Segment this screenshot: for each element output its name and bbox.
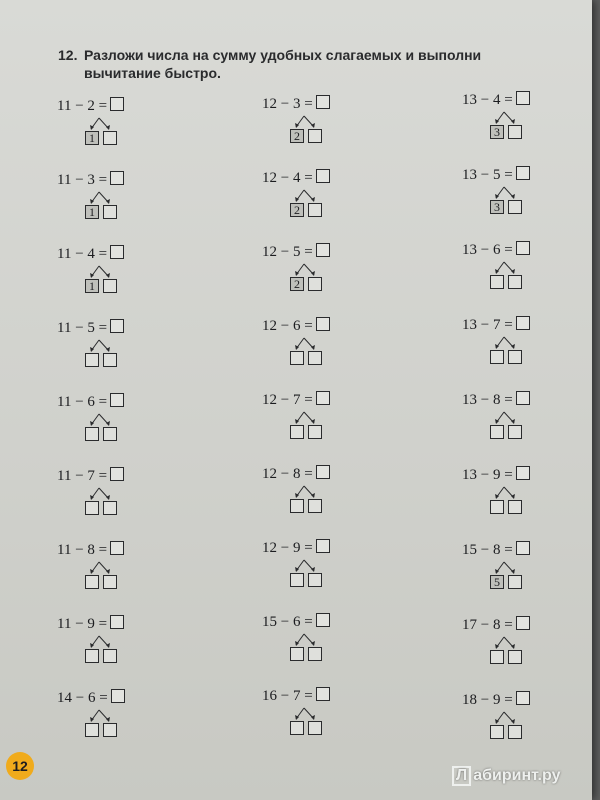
addend-box-left[interactable]: 3 — [490, 200, 504, 214]
exercise-item — [462, 91, 582, 151]
expression-text: 11 − 4 = — [57, 246, 108, 262]
decomposition-diagram — [81, 635, 133, 675]
addend-box-right[interactable] — [308, 721, 322, 735]
answer-box[interactable] — [111, 689, 125, 703]
decomposition-diagram — [286, 115, 338, 155]
expression-text: 17 − 8 = — [462, 617, 513, 633]
decomposition-diagram — [81, 339, 133, 379]
expression-text: 18 − 9 = — [462, 692, 513, 708]
exercise-item — [262, 613, 382, 673]
expression-text: 12 − 5 = — [262, 244, 313, 260]
addend-box-left[interactable]: 1 — [85, 131, 99, 145]
exercise-item — [57, 97, 177, 157]
expression-text: 12 − 4 = — [262, 170, 313, 186]
addend-box-right[interactable] — [308, 425, 322, 439]
expression — [462, 466, 530, 484]
exercise-item — [462, 691, 582, 751]
addend-box-left[interactable] — [490, 650, 504, 664]
decomposition-diagram — [486, 186, 538, 226]
addend-box-left[interactable] — [85, 723, 99, 737]
exercise-item — [462, 541, 582, 601]
expression — [57, 319, 124, 337]
task-instruction-line2: вычитание быстро. — [84, 65, 221, 81]
answer-box[interactable] — [316, 317, 330, 331]
exercise-item — [462, 166, 582, 226]
answer-box[interactable] — [516, 241, 530, 255]
addend-box-right[interactable] — [508, 350, 522, 364]
expression — [262, 613, 330, 631]
exercise-item — [57, 245, 177, 305]
addend-box-right[interactable] — [103, 575, 117, 589]
answer-box[interactable] — [110, 245, 124, 259]
exercise-item — [262, 169, 382, 229]
expression-text: 12 − 3 = — [262, 96, 313, 112]
exercise-item — [57, 171, 177, 231]
expression-text: 12 − 6 = — [262, 318, 313, 334]
addend-box-left[interactable] — [85, 649, 99, 663]
expression-text: 11 − 6 = — [57, 394, 108, 410]
addend-box-left[interactable]: 2 — [290, 203, 304, 217]
exercise-item — [57, 467, 177, 527]
addend-box-left[interactable]: 5 — [490, 575, 504, 589]
decomposition-diagram — [81, 487, 133, 527]
exercise-item — [262, 391, 382, 451]
expression — [262, 465, 330, 483]
addend-box-right[interactable] — [508, 725, 522, 739]
decomposition-diagram — [486, 111, 538, 151]
addend-box-right[interactable] — [103, 501, 117, 515]
decomposition-diagram — [81, 265, 133, 305]
addend-box-left[interactable] — [85, 427, 99, 441]
addend-box-right[interactable] — [308, 499, 322, 513]
addend-box-right[interactable] — [103, 205, 117, 219]
expression-text: 11 − 9 = — [57, 616, 108, 632]
addend-box-left[interactable] — [290, 721, 304, 735]
exercise-item — [462, 241, 582, 301]
expression — [57, 171, 124, 189]
addend-box-right[interactable] — [508, 425, 522, 439]
addend-box-left[interactable] — [290, 647, 304, 661]
decomposition-diagram — [286, 707, 338, 747]
decomposition-diagram — [81, 117, 133, 157]
addend-box-left[interactable] — [490, 725, 504, 739]
addend-box-left[interactable] — [490, 350, 504, 364]
answer-box[interactable] — [516, 691, 530, 705]
expression — [262, 391, 330, 409]
expression-text: 12 − 9 = — [262, 540, 313, 556]
expression-text: 13 − 7 = — [462, 317, 513, 333]
decomposition-diagram — [486, 636, 538, 676]
expression — [462, 91, 530, 109]
exercise-item — [57, 541, 177, 601]
expression — [57, 245, 124, 263]
exercise-item — [262, 687, 382, 747]
expression-text: 12 − 7 = — [262, 392, 313, 408]
addend-box-left[interactable] — [290, 573, 304, 587]
addend-box-right[interactable] — [308, 129, 322, 143]
expression — [262, 169, 330, 187]
expression-text: 16 − 7 = — [262, 688, 313, 704]
expression — [462, 316, 530, 334]
addend-box-right[interactable] — [308, 203, 322, 217]
expression-text: 13 − 6 = — [462, 242, 513, 258]
addend-box-left[interactable]: 2 — [290, 277, 304, 291]
expression-text: 14 − 6 = — [57, 690, 108, 706]
expression — [462, 391, 530, 409]
decomposition-diagram — [81, 709, 133, 749]
task-instruction-line1: Разложи числа на сумму удобных слагаемых и выполни — [84, 47, 482, 63]
task-number: 12. — [58, 47, 78, 63]
expression — [462, 241, 530, 259]
expression — [57, 689, 125, 707]
answer-box[interactable] — [110, 319, 124, 333]
watermark-logo-letter: Л — [452, 766, 471, 786]
addend-box-left[interactable] — [490, 275, 504, 289]
decomposition-diagram — [486, 411, 538, 451]
expression-text: 15 − 6 = — [262, 614, 313, 630]
answer-box[interactable] — [516, 616, 530, 630]
exercise-item — [262, 243, 382, 303]
addend-box-right[interactable] — [508, 275, 522, 289]
expression — [262, 687, 330, 705]
addend-box-left[interactable] — [85, 501, 99, 515]
answer-box[interactable] — [516, 91, 530, 105]
expression — [262, 317, 330, 335]
addend-box-right[interactable] — [508, 200, 522, 214]
decomposition-diagram — [81, 191, 133, 231]
answer-box[interactable] — [316, 613, 330, 627]
addend-box-left[interactable]: 1 — [85, 205, 99, 219]
exercise-item — [262, 539, 382, 599]
addend-box-right[interactable] — [103, 131, 117, 145]
addend-box-right[interactable] — [308, 647, 322, 661]
expression — [462, 691, 530, 709]
addend-box-right[interactable] — [308, 277, 322, 291]
decomposition-diagram — [81, 413, 133, 453]
exercise-item — [57, 319, 177, 379]
decomposition-diagram — [286, 263, 338, 303]
answer-box[interactable] — [110, 541, 124, 555]
answer-box[interactable] — [516, 166, 530, 180]
exercise-item — [462, 316, 582, 376]
expression — [57, 393, 124, 411]
expression — [462, 166, 530, 184]
exercise-item — [262, 317, 382, 377]
page-number-badge: 12 — [6, 752, 34, 780]
answer-box[interactable] — [516, 541, 530, 555]
answer-box[interactable] — [110, 393, 124, 407]
exercise-item — [57, 393, 177, 453]
answer-box[interactable] — [316, 687, 330, 701]
answer-box[interactable] — [110, 467, 124, 481]
expression-text: 13 − 4 = — [462, 92, 513, 108]
decomposition-diagram — [286, 633, 338, 673]
expression-text: 12 − 8 = — [262, 466, 313, 482]
answer-box[interactable] — [110, 97, 124, 111]
addend-box-left[interactable]: 2 — [290, 129, 304, 143]
exercise-item — [57, 615, 177, 675]
answer-box[interactable] — [516, 316, 530, 330]
addend-box-left[interactable] — [490, 500, 504, 514]
labirint-watermark — [452, 766, 560, 786]
answer-box[interactable] — [110, 171, 124, 185]
addend-box-right[interactable] — [308, 573, 322, 587]
answer-box[interactable] — [316, 95, 330, 109]
decomposition-diagram — [81, 561, 133, 601]
expression-text: 11 − 8 = — [57, 542, 108, 558]
addend-box-left[interactable] — [85, 353, 99, 367]
addend-box-left[interactable] — [290, 351, 304, 365]
exercise-item — [262, 95, 382, 155]
answer-box[interactable] — [316, 539, 330, 553]
expression-text: 15 − 8 = — [462, 542, 513, 558]
expression — [57, 541, 124, 559]
answer-box[interactable] — [516, 391, 530, 405]
addend-box-right[interactable] — [103, 427, 117, 441]
decomposition-diagram — [286, 337, 338, 377]
decomposition-diagram — [486, 486, 538, 526]
decomposition-diagram — [286, 559, 338, 599]
addend-box-left[interactable] — [290, 425, 304, 439]
expression-text: 13 − 8 = — [462, 392, 513, 408]
addend-box-left[interactable] — [85, 575, 99, 589]
addend-box-left[interactable]: 1 — [85, 279, 99, 293]
answer-box[interactable] — [516, 466, 530, 480]
expression-text: 11 − 2 = — [57, 98, 108, 114]
expression — [262, 539, 330, 557]
expression — [57, 615, 124, 633]
decomposition-diagram — [286, 485, 338, 525]
answer-box[interactable] — [316, 391, 330, 405]
decomposition-diagram — [286, 411, 338, 451]
decomposition-diagram — [486, 261, 538, 301]
addend-box-left[interactable] — [290, 499, 304, 513]
addend-box-right[interactable] — [508, 125, 522, 139]
exercise-item — [462, 466, 582, 526]
decomposition-diagram — [486, 561, 538, 601]
decomposition-diagram — [486, 336, 538, 376]
addend-box-right[interactable] — [508, 575, 522, 589]
answer-box[interactable] — [316, 243, 330, 257]
addend-box-left[interactable] — [490, 425, 504, 439]
addend-box-right[interactable] — [103, 353, 117, 367]
answer-box[interactable] — [316, 465, 330, 479]
exercise-item — [57, 689, 177, 749]
exercise-item — [462, 391, 582, 451]
expression-text: 11 − 7 = — [57, 468, 108, 484]
addend-box-right[interactable] — [508, 500, 522, 514]
expression — [57, 467, 124, 485]
expression — [262, 243, 330, 261]
expression — [262, 95, 330, 113]
decomposition-diagram — [286, 189, 338, 229]
addend-box-right[interactable] — [103, 279, 117, 293]
addend-box-right[interactable] — [508, 650, 522, 664]
expression-text: 11 − 5 = — [57, 320, 108, 336]
answer-box[interactable] — [316, 169, 330, 183]
expression — [462, 541, 530, 559]
expression-text: 13 − 5 = — [462, 167, 513, 183]
addend-box-left[interactable]: 3 — [490, 125, 504, 139]
expression — [57, 97, 124, 115]
decomposition-diagram — [486, 711, 538, 751]
answer-box[interactable] — [110, 615, 124, 629]
expression-text: 13 − 9 = — [462, 467, 513, 483]
addend-box-right[interactable] — [103, 649, 117, 663]
expression — [462, 616, 530, 634]
addend-box-right[interactable] — [308, 351, 322, 365]
expression-text: 11 − 3 = — [57, 172, 108, 188]
addend-box-right[interactable] — [103, 723, 117, 737]
watermark-text: абиринт.ру — [473, 767, 561, 784]
exercise-item — [262, 465, 382, 525]
exercise-item — [462, 616, 582, 676]
